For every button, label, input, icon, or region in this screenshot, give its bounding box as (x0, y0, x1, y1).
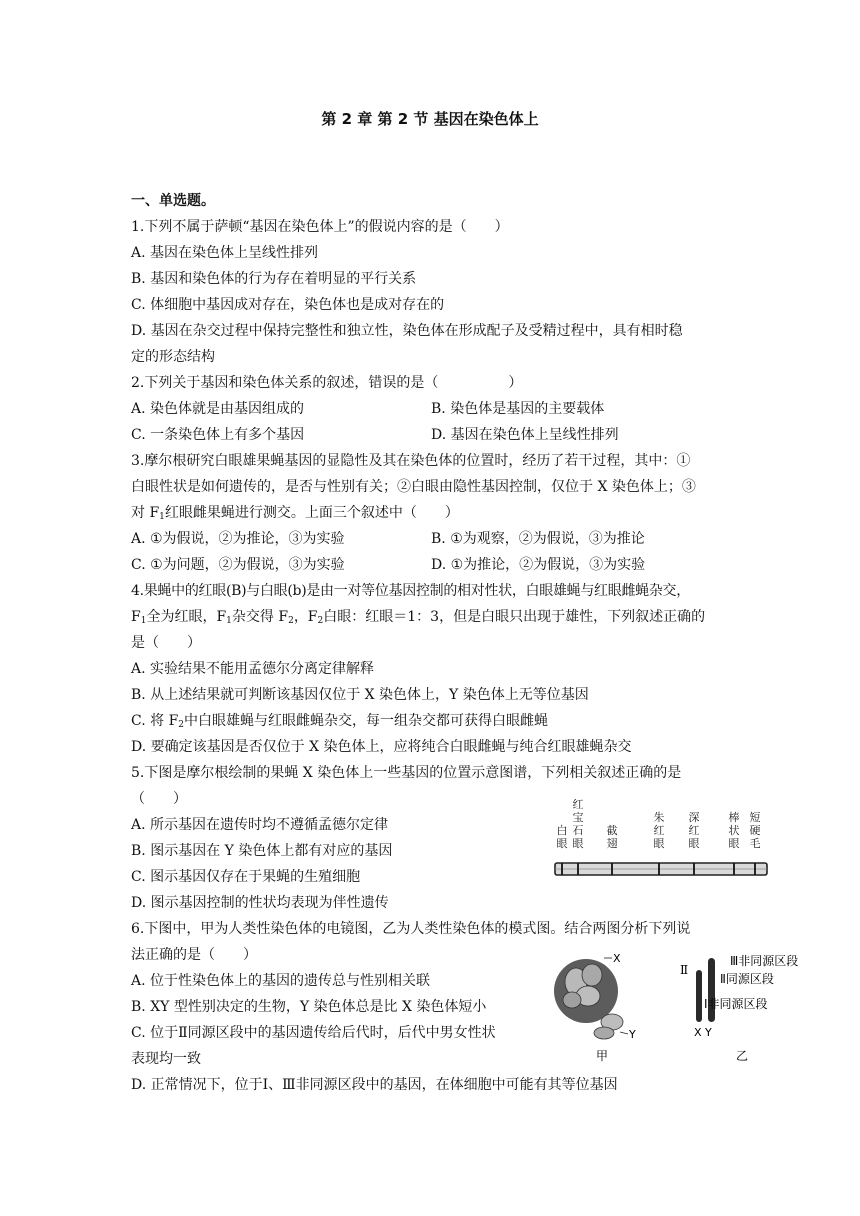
x-chromosome-gene-map (552, 797, 772, 881)
q3-option-d[interactable]: D. ①为推论，②为假说，③为实验 (431, 557, 646, 573)
q3-stem-line-3 (131, 500, 731, 526)
q5-stem-line-2: （ ） (131, 791, 187, 807)
q6-option-a[interactable]: A. 位于性染色体上的基因的遗传总与性别相关联 (131, 973, 431, 989)
q3-stem-line-2: 白眼性状是如何遗传的，是否与性别有关；②白眼由隐性基因控制，仅位于 X 染色体上；③ (131, 479, 696, 495)
subscript: 2 (178, 720, 185, 730)
q3-options-row-1 (131, 526, 731, 552)
figure-jia-caption: 甲 (596, 1049, 609, 1063)
q4-text: 中白眼雄蝇与红眼雌蝇杂交，每一组杂交都可获得白眼雌蝇 (184, 713, 549, 729)
gene-label-5: 棒状眼 (728, 811, 740, 850)
q2-option-d[interactable]: D. 基因在染色体上呈线性排列 (431, 427, 619, 443)
q2-options-row-1 (131, 396, 731, 422)
q1-option-b[interactable]: B. 基因和染色体的行为存在着明显的平行关系 (131, 271, 417, 287)
y-pointer-line (620, 1032, 628, 1034)
q2-stem: 2.下列关于基因和染色体关系的叙述，错误的是（ ） (131, 375, 523, 391)
q3-option-a[interactable]: A. ①为假说，②为推论，③为实验 (131, 531, 345, 547)
q5-option-c[interactable]: C. 图示基因仅存在于果蝇的生殖细胞 (131, 869, 361, 885)
y-label: Y (629, 1028, 636, 1041)
q1-stem: 1.下列不属于萨顿“基因在染色体上”的假说内容的是（ ） (131, 219, 509, 235)
subscript: 2 (288, 616, 294, 626)
q3-text: 红眼雌果蝇进行测交。上面三个叙述中（ ） (164, 505, 459, 521)
region-ii-label: Ⅱ同源区段 (720, 972, 774, 986)
q1-option-a[interactable]: A. 基因在染色体上呈线性排列 (131, 245, 319, 261)
q5-option-d[interactable]: D. 图示基因控制的性状均表现为伴性遗传 (131, 895, 389, 911)
gene-label-4: 深红眼 (688, 811, 700, 850)
q1-option-d[interactable]: D. 基因在杂交过程中保持完整性和独立性，染色体在形成配子及受精过程中，具有相时稳 (131, 323, 683, 339)
sex-chromosome-schematic (670, 948, 820, 1063)
q4-text: ，F (293, 609, 318, 625)
q2-option-c[interactable]: C. 一条染色体上有多个基因 (131, 427, 305, 443)
section-heading: 一、单选题。 (131, 193, 215, 209)
q6-option-c-cont: 表现均一致 (131, 1051, 201, 1067)
xy-labels: X Y (694, 1026, 712, 1039)
gene-label-6: 短硬毛 (749, 811, 761, 850)
q5-option-a[interactable]: A. 所示基因在遗传时均不遵循孟德尔定律 (131, 817, 389, 833)
q3-option-c[interactable]: C. ①为问题，②为假说，③为实验 (131, 557, 345, 573)
q2-option-a[interactable]: A. 染色体就是由基因组成的 (131, 401, 305, 417)
x-chromosome-shape (696, 970, 702, 1022)
q6-stem-line-2: 法正确的是（ ） (131, 947, 257, 963)
subscript: 1 (140, 616, 147, 626)
q4-stem-line-3: 是（ ） (131, 635, 201, 651)
q4-text: F (131, 609, 141, 625)
q6-option-d[interactable]: D. 正常情况下，位于Ⅰ、Ⅲ非同源区段中的基因，在体细胞中可能有其等位基因 (131, 1077, 618, 1093)
q4-text: C. 将 F (131, 713, 179, 729)
q4-text: 白眼：红眼＝1：3，但是白眼只出现于雄性，下列叙述正确的 (323, 609, 706, 625)
q3-options-row-2 (131, 552, 731, 578)
q4-stem-line-2 (131, 604, 731, 630)
gene-label-2: 截翅 (606, 824, 618, 850)
q4-option-b[interactable]: B. 从上述结果就可判断该基因仅位于 X 染色体上，Y 染色体上无等位基因 (131, 687, 589, 703)
sex-chromosome-micrograph (548, 948, 658, 1063)
page-title: 第 2 章 第 2 节 基因在染色体上 (321, 110, 539, 128)
y-chromosome-shape (708, 958, 715, 1022)
q3-stem-line-1: 3.摩尔根研究白眼雄果蝇基因的显隐性及其在染色体的位置时，经历了若干过程，其中：① (131, 453, 691, 469)
region-ii-left-label: Ⅱ (680, 963, 689, 977)
q1-option-d-cont: 定的形态结构 (131, 349, 215, 365)
subscript: 2 (317, 616, 324, 626)
q5-stem-line-1: 5.下图是摩尔根绘制的果蝇 X 染色体上一些基因的位置示意图谱，下列相关叙述正确的是 (131, 765, 682, 781)
q2-option-b[interactable]: B. 染色体是基因的主要载体 (431, 401, 605, 417)
q6-option-c[interactable]: C. 位于Ⅱ同源区段中的基因遗传给后代时，后代中男女性状 (131, 1025, 496, 1041)
gene-label-1: 红宝石眼 (572, 798, 584, 850)
q4-stem-line-1: 4.果蝇中的红眼(B)与白眼(b)是由一对等位基因控制的相对性状，白眼雄蝇与红眼雌蝇杂交， (131, 583, 690, 599)
q3-option-b[interactable]: B. ①为观察，②为假说，③为推论 (431, 531, 645, 547)
gene-label-3: 朱红眼 (653, 811, 665, 850)
region-iii-label: Ⅲ非同源区段 (730, 954, 799, 968)
figure-yi-caption: 乙 (736, 1049, 749, 1063)
q4-option-d[interactable]: D. 要确定该基因是否仅位于 X 染色体上，应将纯合白眼雌蝇与纯合红眼雄蝇杂交 (131, 739, 632, 755)
x-label: X (613, 952, 621, 965)
subscript: 1 (226, 616, 232, 626)
q6-stem-line-1: 6.下图中，甲为人类性染色体的电镜图，乙为人类性染色体的模式图。结合两图分析下列说 (131, 921, 691, 937)
q2-options-row-2 (131, 422, 731, 448)
region-i-label: Ⅰ非同源区段 (704, 997, 768, 1011)
q1-option-c[interactable]: C. 体细胞中基因成对存在，染色体也是成对存在的 (131, 297, 445, 313)
q4-option-a[interactable]: A. 实验结果不能用孟德尔分离定律解释 (131, 661, 375, 677)
q4-text: 杂交得 F (231, 609, 289, 625)
q3-text: 对 F (131, 505, 160, 521)
q4-option-c[interactable] (131, 708, 731, 734)
q4-text: 全为红眼，F (146, 609, 227, 625)
q6-option-b[interactable]: B. XY 型性别决定的生物，Y 染色体总是比 X 染色体短小 (131, 999, 487, 1015)
gene-labels (557, 798, 761, 850)
subscript: 1 (159, 512, 165, 522)
gene-label-0: 白眼 (556, 824, 568, 850)
q5-option-b[interactable]: B. 图示基因在 Y 染色体上都有对应的基因 (131, 843, 393, 859)
